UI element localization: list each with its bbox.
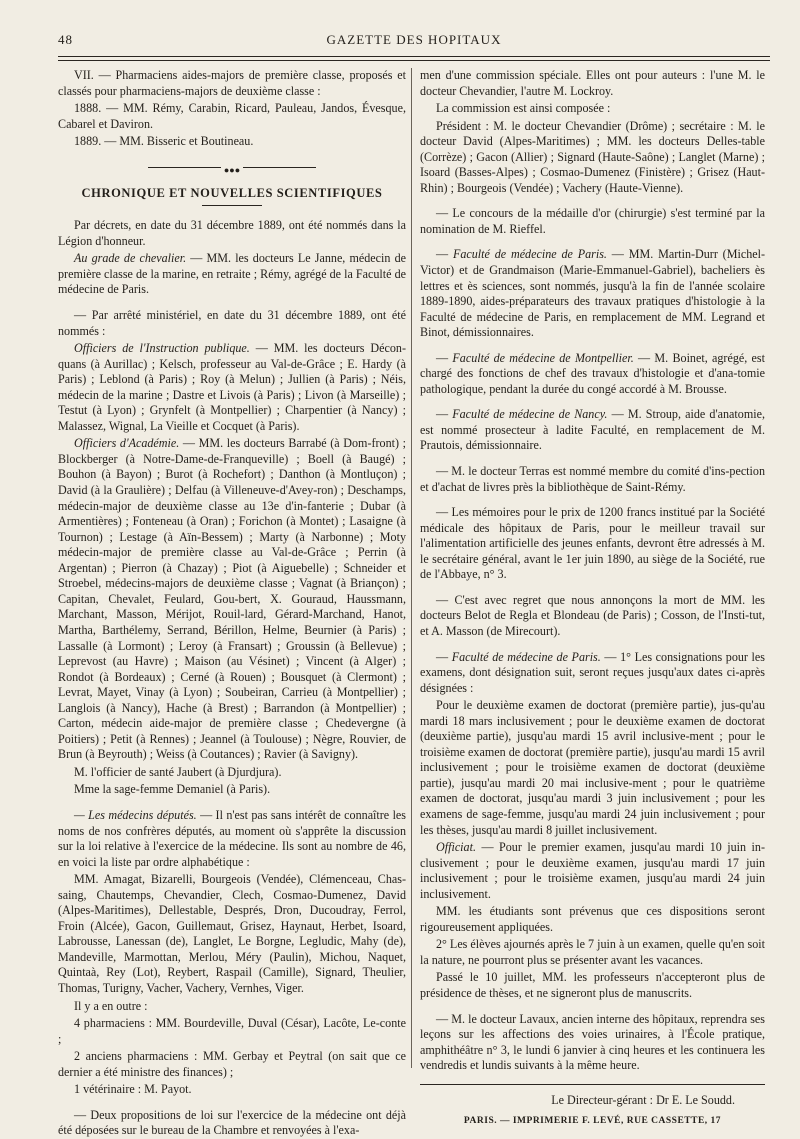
paragraph-1888: 1888. — MM. Rémy, Carabin, Ricard, Pauleau, Jandos, Évesque, Cabarel et Daviron. (58, 101, 406, 131)
faculte-montpellier-text: — M. Boinet, agrégé, est chargé des fonctions de chef des travaux d'histologie et d'ana-tomie pathologique, pendant la durée du congé accordé à M. Brousse. (420, 350, 765, 396)
journal-title: GAZETTE DES HOPITAUX (326, 32, 502, 47)
paragraph-concours: — Le concours de la médaille d'or (chirurgie) s'est terminé par la nomination de M. Rieffel. (420, 206, 765, 236)
paragraph-decrets: Par décrets, en date du 31 décembre 1889, ont été nommés dans la Légion d'honneur. (58, 218, 406, 248)
paragraph-pharmaciens: 4 pharmaciens : MM. Bourdeville, Duval (César), Lacôte, Le-conte ; (58, 1016, 406, 1046)
paragraph-deputes (58, 808, 406, 870)
paragraph-deputes-list: MM. Amagat, Bizarelli, Bourgeois (Vendée), Clémenceau, Chas-saing, Chautemps, Chevandier, Clech, Cosmao-Dumenez, David (Alpes-Maritimes), Dellestable, Després, Dron, Ducoudray, Ferrol, Froin (Alcée), Gacon, Guillemaut, Grisez, Haynaut, Herbet, Isoard, Labrousse, Lanessan (de), Langlet, Le Borgne, Legludic, Mahy (de), Mandeville, Marmottan, Merlou, Méry (Paulin), Michou, Naquet, Quintaà, Rey (Lot), Reybert, Raspail (Camille), Signard, Theulier, Thomas, Turigny, Vacher, Vachery, Vernhes, Viger. (58, 872, 406, 995)
running-head (58, 30, 770, 52)
footer-rule (420, 1084, 765, 1085)
deputes-text: — Il n'est pas sans intérêt de connaître les noms de nos confrères députés, au moment où s'apprête la discussion sur la loi relative à l'exercice de la médecine. Ils sont au nombre de 46, en voici la liste par ordre alphabétique : (58, 807, 406, 869)
section-ornament: ●●● (58, 162, 406, 172)
chevalier-label: Au grade de chevalier. (74, 251, 187, 266)
paragraph-memoires: — Les mémoires pour le prix de 1200 francs institué par la Société médicale des hôpitaux de Paris, pour le meilleur travail sur l'alimentation artificielle des jeunes enfants, devront être adressés à M. le secrétaire général, avant le 1er juin 1890, au siège de la Société, rue de l'Abbaye, n° 3. (420, 505, 765, 582)
officiat-label: Officiat. (436, 840, 476, 855)
paragraph-officiat (420, 840, 765, 902)
paragraph-sage-femme: Mme la sage-femme Demaniel (à Paris). (74, 782, 271, 797)
faculte-paris-examens-text: — 1° Les consignations pour les examens, dont désignation suit, seront reçues jusqu'aux dates ci-après désignées : (420, 649, 765, 695)
officiers-instruction-label: Officiers de l'Instruction publique. (74, 341, 250, 356)
officiers-academie-text: — MM. les docteurs Barrabé (à Dom-front) ; Blockberger (à Notre-Dame-de-Franqueville) ; Boell (à Baugé) ; Bouhon (à Bayon) ; Burot (à Rochefort) ; Danthon (à Montluçon) ; David (à la Graulière) ; Delfau (à Villeneuve-d'Avey-ron) ; Deschamps, médecin-major de deuxième classe au 13e d'in-fanterie ; Dubar (à Armentières) ; Fonteneau (à Oran) ; Forichon (à Montet) ; Lasaigne (à Tournon) ; Lestage (à Aïn-Bessem) ; Marty (à Narbonne) ; Moty médecin-major de première classe au Val-de-Grâce ; Perrin (à Argentan) ; Pierron (à Chazay) ; Piot (à Aiguebelle) ; Schneider et Stroebel, médecins-majors de deuxième classe ; Vagnat (à Briançon) ; Capitan, Chevalet, Feulard, Gou-bert, X. Gouraud, Haussmann, Marchant, Masson, Mérijot, Rouil-lard, Gérard-Marchand, Hanot, Martha, Barthélemy, Serrand, Bérillon, Helme, Beurnier (à Paris) ; Lassalle (à Lormont) ; Leroy (à Fransart) ; Groussin (à Bellevue) ; Leprevost (au Havre) ; Maison (au Vésinet) ; Vincent (à Alger) ; Rondot (à Bordeaux) ; Cerné (à Rouen) ; Bousquet (à Clermont) ; Levrat, Mayet, Vinay (à Lyon) ; Soubeiran, Carrieu (à Montpellier) ; Langlois (à Nancy), Hache (à Brest) ; Barrandon (à Montpellier) ; Carton, médecin aide-major de première classe ; Chedevergne (à Poitiers) ; Petit (à Rennes) ; Jeannel (à Toulouse) ; Nègre, Rouvier, de Brun (à Beyrouth) ; Weiss (à Coutances) ; Ravier (à Savigny). (58, 436, 406, 762)
paragraph-passe: Passé le 10 juillet, MM. les professeurs n'accepteront plus de présidence de thèses, et ne signeront plus de manuscrits. (420, 970, 765, 1000)
officiers-instruction-text: — MM. les docteurs Décon-quans (à Aurillac) ; Kelsch, professeur au Val-de-Grâce ; E. Hardy (à Paris) ; Leblond (à Paris) ; Roy (à Melun) ; Jullien (à Paris) ; Néis, médecin de la marine ; Dastre et Livois (à Paris) ; Livon (à Marseille) ; Testut (à Lyon) ; Grynfelt (à Montpellier) ; Charpentier (à Nancy) ; Malassez, Wignal, La Vieille et Cocquet (à Paris). (58, 341, 406, 433)
paragraph-propositions: — Deux propositions de loi sur l'exercice de la médecine ont déjà été déposées sur le bureau de la Chambre et renvoyées à l'exa- (58, 1107, 406, 1138)
faculte-paris-examens-label: Faculté de médecine de Paris. (451, 649, 601, 664)
section-title: CHRONIQUE ET NOUVELLES SCIENTIFIQUES (81, 185, 383, 200)
chevalier-text: — MM. les docteurs Le Janne, médecin de première classe de la marine, en retraite ; Rémy, agrégé de la Faculté de médecine de Paris. (58, 251, 406, 297)
paragraph-officier-sante: M. l'officier de santé Jaubert (à Djurdjura). (74, 764, 282, 779)
officiat-text: — Pour le premier examen, jusqu'au mardi 10 juin in-clusivement ; pour le deuxième examen, jusqu'au mardi 17 juin inclusivement ; pour le troisième examen, jusqu'au mardi 24 juin inclusivement. (420, 840, 765, 901)
section-title-rule (202, 205, 262, 206)
paragraph-faculte-paris: — Faculté de médecine de Paris. — MM. Martin-Durr (Michel-Victor) et de Grandmaison (Marie-Emmanuel-Gabriel), bacheliers ès lettres et ès sciences, sont nommés, jusqu'à la fin de l'année scolaire 1889-1890, aides-préparateurs des travaux pratiques d'histologie à la Faculté de médecine de Paris, en remplacement de MM. Legrand et Binot, démissionnaires. (420, 247, 765, 340)
faculte-montpellier-label: Faculté de médecine de Montpellier. (452, 350, 634, 365)
paragraph-vii: VII. — Pharmaciens aides-majors de première classe, proposés et classés pour pharmaciens-majors de deuxième classe : (58, 68, 406, 98)
paragraph-ajournes: 2° Les élèves ajournés après le 7 juin à un examen, quelle qu'en soit la nature, ne pourront plus se présenter avant les vacances. (420, 937, 765, 967)
paragraph-faculte-nancy: — Faculté de médecine de Nancy. — M. Stroup, aide d'anatomie, est nommé prosecteur à ladite Faculté, en remplacement de M. Prautois, démissionnaire. (420, 407, 765, 453)
left-column (58, 68, 406, 1139)
paragraph-lavaux: — M. le docteur Lavaux, ancien interne des hôpitaux, reprendra ses leçons sur les affections des voies urinaires, à l'École pratique, amphithéâtre n° 3, le lundi 6 janvier à cinq heures et les continuera les vendredis et lundis suivants à la même heure. (420, 1011, 765, 1073)
printer-imprint: PARIS. — IMPRIMERIE F. LEVÉ, RUE CASSETTE, 17 (463, 1116, 722, 1127)
paragraph-president: Président : M. le docteur Chevandier (Drôme) ; secrétaire : M. le docteur David (Alpes-Maritimes) ; MM. les docteurs Delles-table (Corrèze) ; Gacon (Allier) ; Signard (Haute-Saône) ; Langlet (Marne) ; Isoard (Basses-Alpes) ; Cosmao-Dumenez (Finistère) ; Grisez (Haut-Rhin) ; Bourgeois (Vendée) ; Vachery (Haute-Vienne). (420, 118, 765, 195)
paragraph-regret: — C'est avec regret que nous annonçons la mort de MM. les docteurs Belot de Regla et Blondeau (de Paris) ; Cosson, de l'Insti-tut, et A. Masson (de Mirecourt). (420, 592, 765, 638)
paragraph-arrete: — Par arrêté ministériel, en date du 31 décembre 1889, ont été nommés : (58, 308, 406, 338)
paragraph-anciens-pharmaciens: 2 anciens pharmaciens : MM. Gerbay et Peytral (on sait que ce dernier a été ministre des finances) ; (58, 1049, 406, 1079)
column-divider (411, 68, 412, 1068)
paragraph-commission: La commission est ainsi composée : (436, 101, 611, 116)
page-number: 48 (58, 32, 73, 47)
officiers-academie-label: Officiers d'Académie. (74, 436, 180, 451)
header-rule (58, 56, 770, 57)
faculte-paris-label: Faculté de médecine de Paris. (452, 247, 607, 262)
paragraph-faculte-paris-examens: — Faculté de médecine de Paris. — 1° Les consignations pour les examens, dont désignation suit, seront reçues jusqu'aux dates ci-après désignées : (420, 649, 765, 695)
header-rule-thin (58, 60, 770, 61)
paragraph-officiers-instruction (58, 341, 406, 434)
paragraph-veterinaire: 1 vétérinaire : M. Payot. (74, 1082, 192, 1097)
faculte-nancy-text: — M. Stroup, aide d'anatomie, est nommé prosecteur à ladite Faculté, en remplacement de M. Prautois, démissionnaire. (420, 407, 765, 453)
paragraph-doctorat: Pour le deuxième examen de doctorat (première partie), jus-qu'au mardi 18 mars inclusivement ; pour le deuxième examen de doctorat (deuxième partie), jusqu'au mardi 15 avril inclusive-ment ; pour le troisième examen de doctorat (première partie), jusqu'au mardi 15 avril inclusivement ; pour le troisième examen de doctorat (deuxième partie), jusqu'au mardi 20 mai inclusive-ment ; pour le quatrième examen de doctorat, jusqu'au mardi 3 juin inclusivement ; pour les examens de sage-femme, jusqu'au mardi 24 juin inclusivement ; pour les thèses, jusqu'au mardi 8 juillet inclusivement. (420, 698, 765, 837)
paragraph-continuation: men d'une commission spéciale. Elles ont pour auteurs : l'une M. le docteur Chevandier, l'autre M. Lockroy. (420, 68, 765, 98)
paragraph-terras: — M. le docteur Terras est nommé membre du comité d'ins-pection et d'achat de livres près la bibliothèque de Saint-Rémy. (420, 464, 765, 494)
paragraph-faculte-montpellier: — Faculté de médecine de Montpellier. — M. Boinet, agrégé, est chargé des fonctions de chef des travaux d'histologie et d'ana-tomie pathologique, pendant la durée du congé accordé à M. Brousse. (420, 350, 765, 396)
faculte-paris-text: — MM. Martin-Durr (Michel-Victor) et de Grandmaison (Marie-Emmanuel-Gabriel), bacheliers ès lettres et ès sciences, sont nommés, jusqu'à la fin de l'année scolaire 1889-1890, aides-préparateurs des travaux pratiques d'histologie à la Faculté de médecine de Paris, en remplacement de MM. Legrand et Binot, démissionnaires. (420, 247, 765, 340)
faculte-nancy-label: Faculté de médecine de Nancy. (452, 407, 608, 422)
paragraph-il-y-a: Il y a en outre : (74, 998, 148, 1013)
deputes-label: — Les médecins députés. (74, 807, 197, 822)
paragraph-officiers-academie (58, 436, 406, 762)
directeur-gerant: Le Directeur-gérant : Dr E. Le Soudd. (551, 1092, 735, 1107)
paragraph-1889: 1889. — MM. Bisseric et Boutineau. (74, 134, 254, 149)
paragraph-chevalier (58, 251, 406, 298)
right-column (420, 68, 765, 1130)
paragraph-etudiants: MM. les étudiants sont prévenus que ces dispositions seront rigoureusement appliquées. (420, 904, 765, 934)
